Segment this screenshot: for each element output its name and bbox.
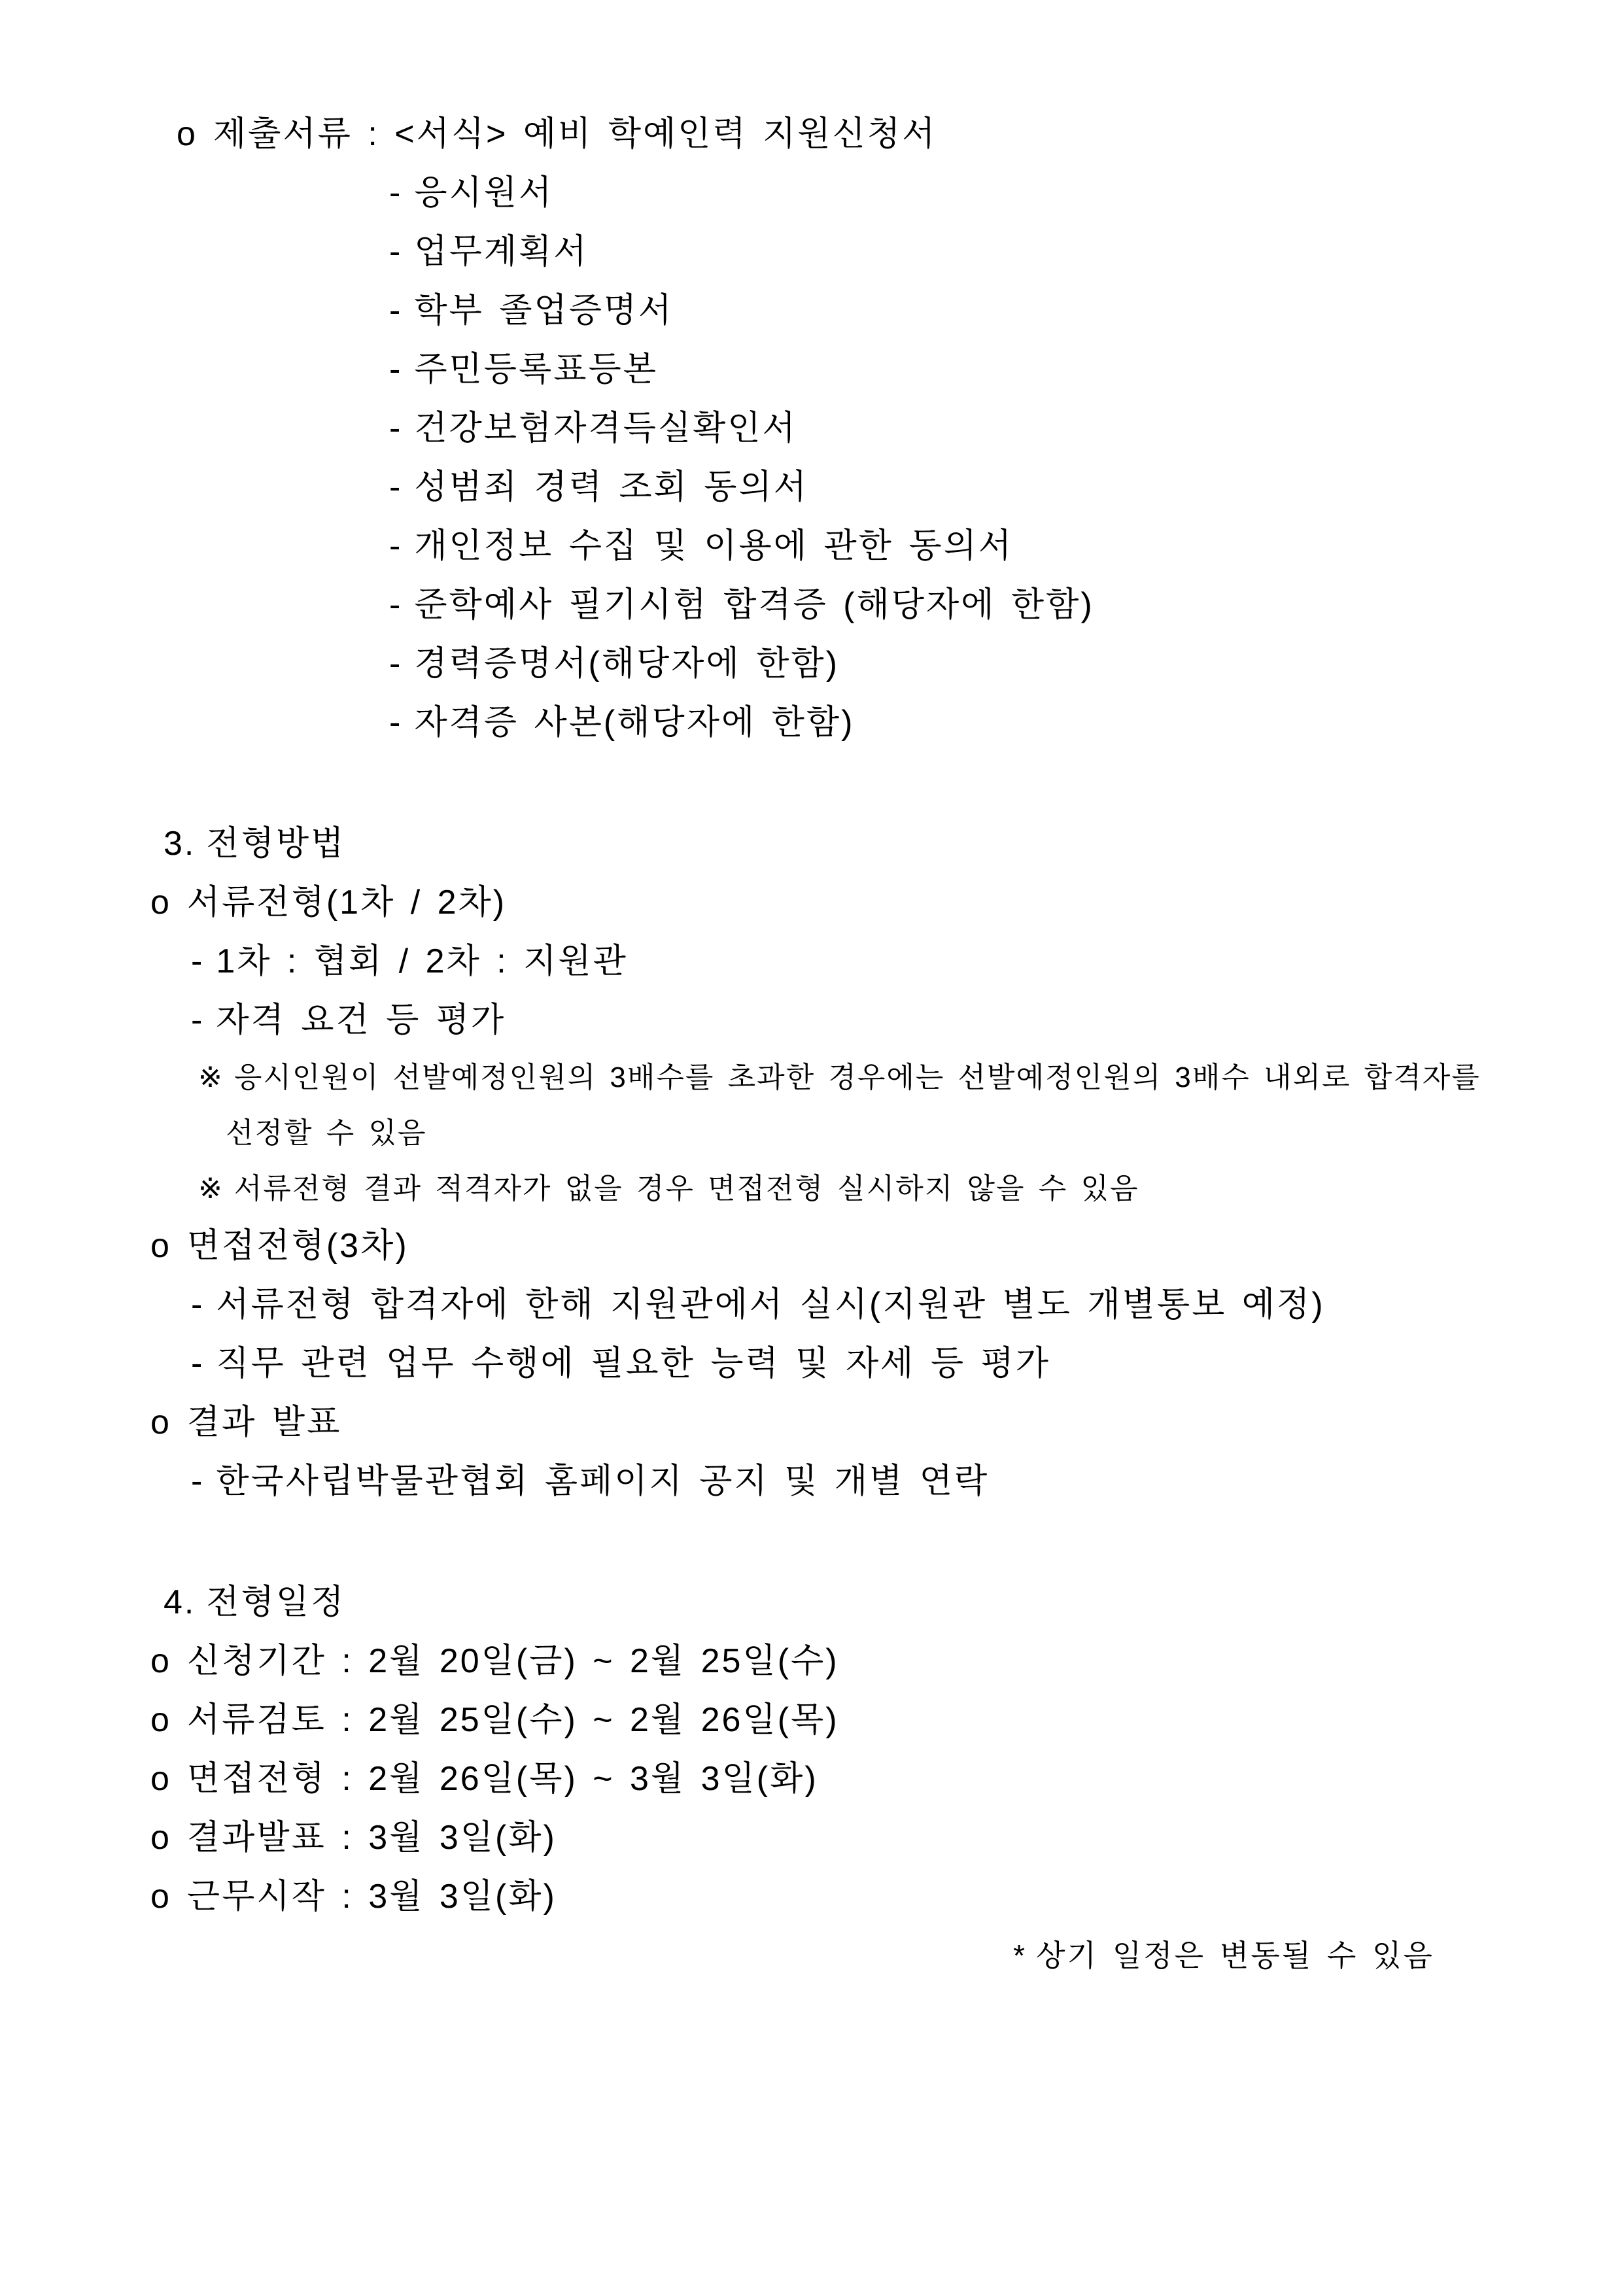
interview-item-label: 서류전형 합격자에 한해 지원관에서 실시(지원관 별도 개별통보 예정) (216, 1286, 1325, 1324)
dash-bullet: - (389, 409, 403, 447)
interview-heading: 면접전형(3차) (186, 1227, 409, 1265)
document-screening-item (0, 991, 1624, 1050)
submission-item-label: 개인정보 수집 및 이용에 관한 동의서 (414, 527, 1014, 565)
result-heading: 결과 발표 (186, 1403, 342, 1441)
dash-bullet: - (191, 1462, 205, 1500)
schedule-row (0, 1691, 1624, 1749)
submission-item (0, 634, 1624, 693)
interview-item (0, 1334, 1624, 1393)
section3-title: 전형방법 (206, 825, 346, 863)
result-heading-line (0, 1393, 1624, 1452)
screening-note-1-text: 응시인원이 선발예정인원의 3배수를 초과한 경우에는 선발예정인원의 3배수 내외로 합격자를 (233, 1061, 1481, 1093)
submission-item (0, 458, 1624, 517)
schedule-label: 면접전형 (186, 1760, 326, 1798)
dash-bullet: - (191, 942, 205, 980)
submission-item-label: 성범죄 경력 조회 동의서 (414, 468, 808, 506)
section4-number: 4. (164, 1583, 196, 1621)
schedule-label: 결과발표 (186, 1819, 326, 1857)
interview-item-label: 직무 관련 업무 수행에 필요한 능력 및 자세 등 평가 (216, 1345, 1050, 1383)
dash-bullet: - (389, 586, 403, 624)
dash-bullet: - (389, 645, 403, 683)
schedule-label: 서류검토 (186, 1701, 326, 1739)
submission-value: <서식> 예비 학예인력 지원신청서 (394, 115, 937, 153)
submission-item (0, 164, 1624, 222)
submission-item-label: 자격증 사본(해당자에 한함) (414, 704, 855, 742)
interview-item (0, 1275, 1624, 1334)
result-item-label: 한국사립박물관협회 홈페이지 공지 및 개별 연락 (216, 1462, 990, 1500)
schedule-value: 3월 3일(화) (368, 1819, 557, 1857)
schedule-row (0, 1808, 1624, 1867)
schedule-row (0, 1867, 1624, 1926)
submission-line (0, 105, 1624, 164)
screening-note-2-text: 서류전형 결과 적격자가 없을 경우 면접전형 실시하지 않을 수 있음 (233, 1173, 1139, 1205)
document-screening-item-label: 1차 : 협회 / 2차 : 지원관 (216, 942, 628, 980)
screening-note-1-text-continued: 선정할 수 있음 (226, 1117, 427, 1149)
colon-separator: : (368, 115, 379, 153)
circle-bullet: o (150, 1701, 171, 1739)
colon-separator: : (341, 1642, 353, 1680)
submission-item (0, 399, 1624, 458)
circle-bullet: o (150, 1878, 171, 1916)
dash-bullet: - (389, 468, 403, 506)
circle-bullet: o (150, 1819, 171, 1857)
circle-bullet: o (150, 1642, 171, 1680)
submission-item-label: 응시원서 (414, 174, 554, 212)
dash-bullet: - (389, 174, 403, 212)
dash-bullet: - (191, 1345, 205, 1383)
document-screening-heading: 서류전형(1차 / 2차) (186, 884, 507, 921)
submission-item-label: 학부 졸업증명서 (414, 292, 674, 330)
document-screening-item-label: 자격 요건 등 평가 (216, 1001, 506, 1039)
dash-bullet: - (389, 704, 403, 742)
screening-note-1 (0, 1050, 1624, 1105)
submission-item-label: 준학예사 필기시험 합격증 (해당자에 한함) (414, 586, 1094, 624)
submission-item-label: 경력증명서(해당자에 한함) (414, 645, 839, 683)
dash-bullet: - (389, 351, 403, 388)
colon-separator: : (341, 1878, 353, 1916)
schedule-row (0, 1749, 1624, 1808)
schedule-row (0, 1632, 1624, 1691)
submission-item-label: 건강보험자격득실확인서 (414, 409, 797, 447)
document-screening-item (0, 932, 1624, 991)
submission-item-label: 주민등록표등본 (414, 351, 658, 388)
schedule-label: 근무시작 (186, 1878, 326, 1916)
schedule-value: 2월 25일(수) ~ 2월 26일(목) (368, 1701, 839, 1739)
dash-bullet: - (389, 527, 403, 565)
reference-mark-icon: ※ (198, 1173, 224, 1205)
submission-item-label: 업무계획서 (414, 233, 589, 271)
schedule-footnote (0, 1926, 1624, 1985)
submission-item (0, 517, 1624, 576)
circle-bullet: o (150, 1760, 171, 1798)
colon-separator: : (341, 1701, 353, 1739)
schedule-value: 3월 3일(화) (368, 1878, 557, 1916)
submission-item (0, 340, 1624, 399)
schedule-value: 2월 20일(금) ~ 2월 25일(수) (368, 1642, 839, 1680)
section3-title-line (0, 814, 1624, 873)
submission-item (0, 576, 1624, 634)
document-screening-heading-line (0, 873, 1624, 932)
reference-mark-icon: ※ (198, 1061, 224, 1093)
dash-bullet: - (389, 292, 403, 330)
screening-note-2 (0, 1161, 1624, 1216)
section4-title-line (0, 1573, 1624, 1632)
schedule-value: 2월 26일(목) ~ 3월 3일(화) (368, 1760, 818, 1798)
schedule-label: 신청기간 (186, 1642, 326, 1680)
dash-bullet: - (191, 1286, 205, 1324)
submission-label: 제출서류 (213, 115, 353, 153)
colon-separator: : (341, 1760, 353, 1798)
circle-bullet: o (177, 115, 198, 153)
result-item (0, 1452, 1624, 1511)
colon-separator: : (341, 1819, 353, 1857)
interview-heading-line (0, 1216, 1624, 1275)
circle-bullet: o (150, 884, 171, 921)
section3-number: 3. (164, 825, 196, 863)
screening-note-1-continued (0, 1105, 1624, 1161)
submission-item (0, 281, 1624, 340)
submission-item (0, 222, 1624, 281)
section4-title: 전형일정 (206, 1583, 346, 1621)
circle-bullet: o (150, 1227, 171, 1265)
submission-item (0, 693, 1624, 752)
dash-bullet: - (191, 1001, 205, 1039)
schedule-footnote-text: 상기 일정은 변동될 수 있음 (1036, 1938, 1434, 1972)
asterisk-mark: * (1013, 1938, 1028, 1972)
circle-bullet: o (150, 1403, 171, 1441)
dash-bullet: - (389, 233, 403, 271)
